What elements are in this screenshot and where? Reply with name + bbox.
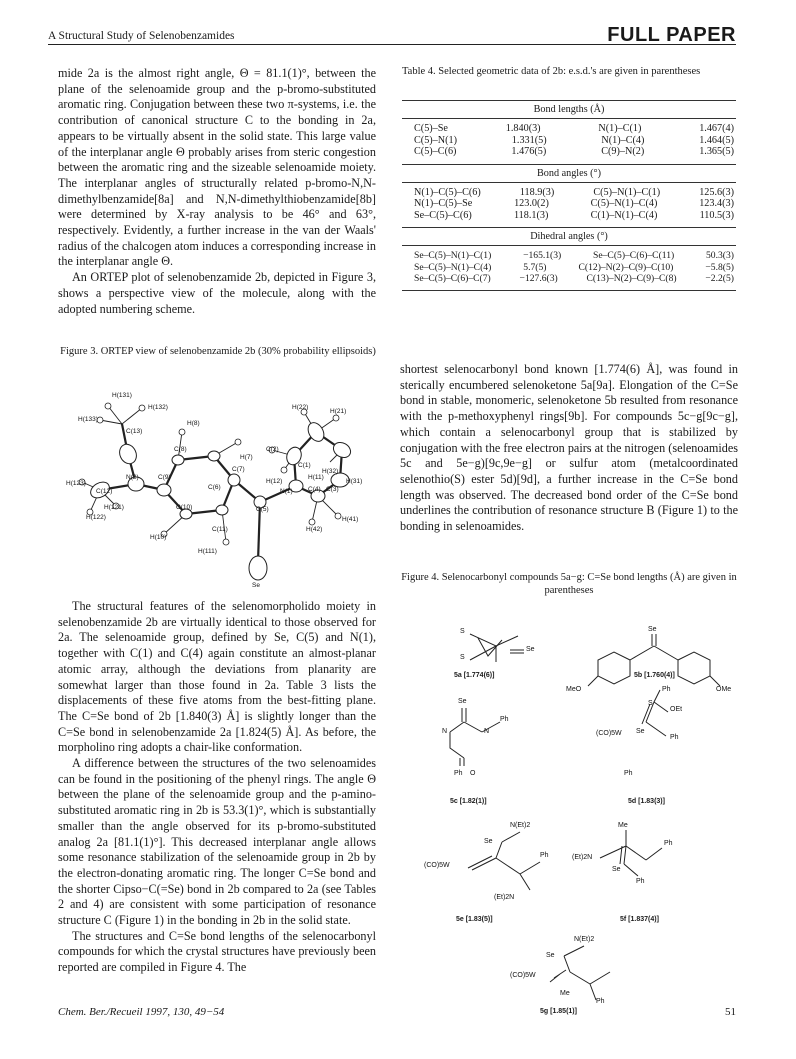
figure3-caption: Figure 3. ORTEP view of selenobenzamide 2b (30% probability ellipsoids) <box>60 346 376 357</box>
atom-label: C(5) <box>256 506 269 513</box>
atom-label: H(8) <box>187 420 200 427</box>
cell: C(9)–N(2) <box>601 146 645 157</box>
cell: 1.331(5) <box>511 134 547 146</box>
table-row <box>414 198 734 210</box>
cell: N(1)–C(4) <box>601 134 645 146</box>
atom-label: S <box>460 628 465 635</box>
paragraph: The structural features of the selenomorpholido moiety in selenobenzamide 2b are virtually identical to those observed for 2a. The selenoamide group, defined by Se, C(5) and N(1), together with C(1) and C(4) again constitute an almost-planar atomic array, although the deviations from planarity are somewhat larger than those found in 2a. Table 3 lists the displacements of these five atoms from the best-fitting plane. The C=Se bond of 2b [1.840(3) Å] is slightly longer than the C=Se bond in selenobenzamide 2a [1.824(5) Å]. As before, the morpholino ring adopts a chair-like conformation. <box>58 599 376 755</box>
cell: 123.0(2) <box>514 198 549 209</box>
left-column-top <box>58 66 376 317</box>
atom-label: O <box>470 770 476 777</box>
atom-label: C(7) <box>232 466 245 473</box>
atom-label: N(Et)2 <box>574 936 595 943</box>
atom-label: Ph <box>662 686 671 693</box>
cell: −2.2(5) <box>705 273 734 284</box>
cell: 5.7(5) <box>523 261 547 273</box>
atom-label: OMe <box>716 686 732 693</box>
compound-label: 5d [1.83(3)] <box>628 798 665 805</box>
atom-label: H(41) <box>342 516 359 523</box>
compound-label: 5b [1.760(4)] <box>634 672 675 679</box>
table-section-title: Bond lengths (Å) <box>402 100 736 119</box>
atom-label: H(32) <box>322 468 339 475</box>
atom-label: C(11) <box>212 526 228 533</box>
cell: 1.464(5) <box>699 134 734 146</box>
atom-label: Se <box>546 952 555 959</box>
cell: −5.8(5) <box>705 261 734 273</box>
table-row <box>414 123 734 135</box>
cell: N(1)–C(1) <box>598 123 642 134</box>
cell: −165.1(3) <box>523 250 562 261</box>
paragraph: shortest selenocarbonyl bond known [1.774(6) Å], was found in sterically encumbered selenoketone 5a[9a]. Elongation of the C=Se bond in stable, monomeric, selenoketone 5b resulted from resonance with the p-methoxyphenyl rings[9b]. For compounds 5c−g[9c−g], which contain a selenocarbonyl group that is stabilized by conjugation with the free electron pairs at the nitrogen (selenoamides 5c and 5e−g)[9c,9e−g] or sulfur atom (metalcoordinated selenothio(S) ester 5d)[9d], a further increase in the C=Se bond length was observed. The decreased bond order of the C=Se bond underlines the contribution of resonance structure B (Figure 1) to the bonding in selenoamides. <box>400 362 738 534</box>
cell: C(12)–N(2)–C(9)–C(10) <box>578 261 674 273</box>
paragraph: The structures and C=Se bond lengths of the selenocarbonyl compounds for which the crystal structures have previously been reported are compiled in Figure 4. The <box>58 928 376 975</box>
atom-label: C(8) <box>174 446 187 453</box>
atom-label: Ph <box>596 998 605 1005</box>
compound-label: 5c [1.82(1)] <box>450 798 487 805</box>
atom-label: H(122) <box>86 514 106 521</box>
atom-label: Se <box>458 698 467 705</box>
atom-label: H(31) <box>346 478 363 485</box>
cell: C(1)–N(1)–C(4) <box>590 209 658 221</box>
page-number: 51 <box>725 1006 736 1018</box>
atom-label: Ph <box>500 716 509 723</box>
atom-label: C(6) <box>208 484 221 491</box>
cell: 118.9(3) <box>519 186 555 198</box>
cell: C(5)–N(1)–C(1) <box>593 186 661 198</box>
cell: Se–C(5)–N(1)–C(1) <box>414 250 492 261</box>
section-label: FULL PAPER <box>607 24 736 46</box>
atom-label: Ph <box>624 770 633 777</box>
cell: 110.5(3) <box>699 209 734 221</box>
atom-label: N(2) <box>126 474 139 481</box>
atom-label: (CO)5W <box>510 972 536 979</box>
atom-label: C(12) <box>96 488 113 495</box>
cell: 50.3(3) <box>706 250 734 261</box>
journal-citation: Chem. Ber./Recueil 1997, 130, 49−54 <box>58 1006 225 1018</box>
atom-label: H(111) <box>198 548 217 555</box>
cell: Se–C(5)–C(6)–C(7) <box>414 273 491 284</box>
atom-label: C(1) <box>298 462 311 469</box>
atom-label: H(121) <box>104 504 124 511</box>
atom-label: H(7) <box>240 454 253 461</box>
table-bottom-rule <box>402 290 736 291</box>
atom-label: S <box>460 654 465 661</box>
paragraph: A difference between the structures of the two selenoamides can be found in the positioning of the phenyl rings. The angle Θ between the plane of the selenoamide group and the p-amino-substituted aromatic ring in 2b is 53.3(1)°, which is substantially smaller than the angle observed for its p-bromo-substituted analog 2a [81.1(1)°]. This decreased interplanar angle allows some resonance stabilization of the selenoamide group in 2b by the electron-donating aromatic ring. The longer C=Se bond and the shorter Cipso−C(=Se) bond in 2b compared to 2a (see Tables 2 and 4) are consistent with some participation of resonance structure C (Figure 1) in the bonding in 2b in the solid state. <box>58 756 376 928</box>
cell: C(5)–C(6) <box>414 146 457 157</box>
atom-label: N(1) <box>280 488 293 495</box>
left-column-bottom <box>58 599 376 976</box>
atom-label: H(10) <box>150 534 167 541</box>
atom-label: C(3) <box>326 486 339 493</box>
atom-label: S <box>648 700 653 707</box>
atom-label: C(13) <box>126 428 143 435</box>
cell: 1.365(5) <box>699 146 734 157</box>
paragraph: mide 2a is the almost right angle, Θ = 81.1(1)°, between the plane of the selenoamide group and the p-bromo-substituted aromatic ring. Conjugation between these two π-systems, i.e. the contribution of canonical structure C to the bonding in 2a, appears to be virtually absent in the solid state. This large value of the interplanar angle Θ probably arises from steric congestion between the aromatic ring and the sizeable selenoamide moiety. The interplanar angles of structurally related p-bromo-N,N-dimethylbenzamide[8a] and N,N-dimethylthiobenzamide[8b] were determined by X-ray analysis to be 46° and 63°, respectively. Evidently, a further increase in the van der Waals' radius of the chalcogen atom induces a corresponding increase in the interplanar angle Θ. <box>58 66 376 269</box>
cell: C(5)–N(1) <box>414 134 458 146</box>
atom-label: N <box>442 728 448 735</box>
cell: Se–C(5)–N(1)–C(4) <box>414 261 492 273</box>
table-row <box>414 146 734 158</box>
cell: Se–C(5)–C(6)–C(11) <box>593 250 675 261</box>
cell: 123.4(3) <box>699 198 734 209</box>
atom-label: H(11) <box>308 474 324 481</box>
atom-label: (Et)2N <box>494 894 515 901</box>
running-title: A Structural Study of Selenobenzamides <box>48 30 235 42</box>
atom-label: Se <box>252 582 260 589</box>
compound-label: 5e [1.83(5)] <box>456 916 493 923</box>
figure3-ortep <box>60 362 380 587</box>
table-section-title: Dihedral angles (°) <box>402 227 736 246</box>
atom-label: C(9) <box>158 474 171 481</box>
structures-drawing <box>400 626 740 1016</box>
header-rule <box>48 44 736 45</box>
atom-label: H(42) <box>306 526 323 533</box>
table4-caption: Table 4. Selected geometric data of 2b: e.s.d.'s are given in parentheses <box>402 66 701 77</box>
atom-label: Ph <box>636 878 645 885</box>
atom-label: Se <box>526 646 535 653</box>
atom-label: C(4) <box>308 486 321 493</box>
atom-label: Se <box>612 866 621 873</box>
atom-label: H(132) <box>148 404 168 411</box>
atom-label: H(12) <box>266 478 283 485</box>
cell: N(1)–C(5)–Se <box>414 198 473 209</box>
atom-label: Ph <box>670 734 679 741</box>
cell: 125.6(3) <box>699 186 734 198</box>
compound-label: 5g [1.85(1)] <box>540 1008 577 1015</box>
cell: N(1)–C(5)–C(6) <box>414 186 481 198</box>
cell: 1.467(4) <box>699 123 734 134</box>
table-row <box>414 187 734 199</box>
atom-label: H(123) <box>66 480 86 487</box>
atom-label: (CO)5W <box>424 862 450 869</box>
atom-label: (CO)5W <box>596 730 622 737</box>
atom-label: H(133) <box>78 416 98 423</box>
atom-label: Me <box>618 822 628 829</box>
right-column-text <box>400 362 738 535</box>
cell: 1.840(3) <box>505 123 541 134</box>
cell: C(13)–N(2)–C(9)–C(8) <box>586 273 677 284</box>
atom-label: (Et)2N <box>572 854 593 861</box>
atom-label: Ph <box>454 770 463 777</box>
atom-label: OEt <box>670 706 683 713</box>
table-row <box>414 250 734 262</box>
atom-label: C(2) <box>266 446 279 453</box>
atom-label: Se <box>648 626 657 633</box>
atom-label: Se <box>636 728 645 735</box>
figure4-caption: Figure 4. Selenocarbonyl compounds 5a−g: C=Se bond lengths (Å) are given in parentheses <box>401 572 737 596</box>
atom-label: N(Et)2 <box>510 822 531 829</box>
table-row <box>414 210 734 222</box>
atom-label: Ph <box>540 852 549 859</box>
cell: 1.476(5) <box>511 146 547 157</box>
compound-label: 5f [1.837(4)] <box>620 916 659 923</box>
atom-label: Ph <box>664 840 673 847</box>
paragraph: An ORTEP plot of selenobenzamide 2b, depicted in Figure 3, shows a perspective view of the molecule, along with the adopted numbering scheme. <box>58 270 376 316</box>
table-row <box>414 135 734 147</box>
cell: 118.1(3) <box>513 209 549 221</box>
table4 <box>402 96 736 291</box>
table-section-title: Bond angles (°) <box>402 164 736 183</box>
atom-label: MeO <box>566 686 582 693</box>
table-row <box>414 262 734 274</box>
atom-label: H(21) <box>330 408 347 415</box>
cell: −127.6(3) <box>519 273 558 284</box>
atom-label: H(131) <box>112 392 132 399</box>
cell: Se–C(5)–C(6) <box>414 209 472 221</box>
atom-label: Se <box>484 838 493 845</box>
cell: C(5)–N(1)–C(4) <box>590 198 658 209</box>
atom-label: Me <box>560 990 570 997</box>
atom-label: C(10) <box>176 504 193 511</box>
atom-label: H(22) <box>292 404 309 411</box>
table-row <box>414 273 734 285</box>
figure4-structures <box>400 626 740 1016</box>
compound-label: 5a [1.774(6)] <box>454 672 495 679</box>
atom-label: N <box>484 728 490 735</box>
cell: C(5)–Se <box>414 123 448 134</box>
